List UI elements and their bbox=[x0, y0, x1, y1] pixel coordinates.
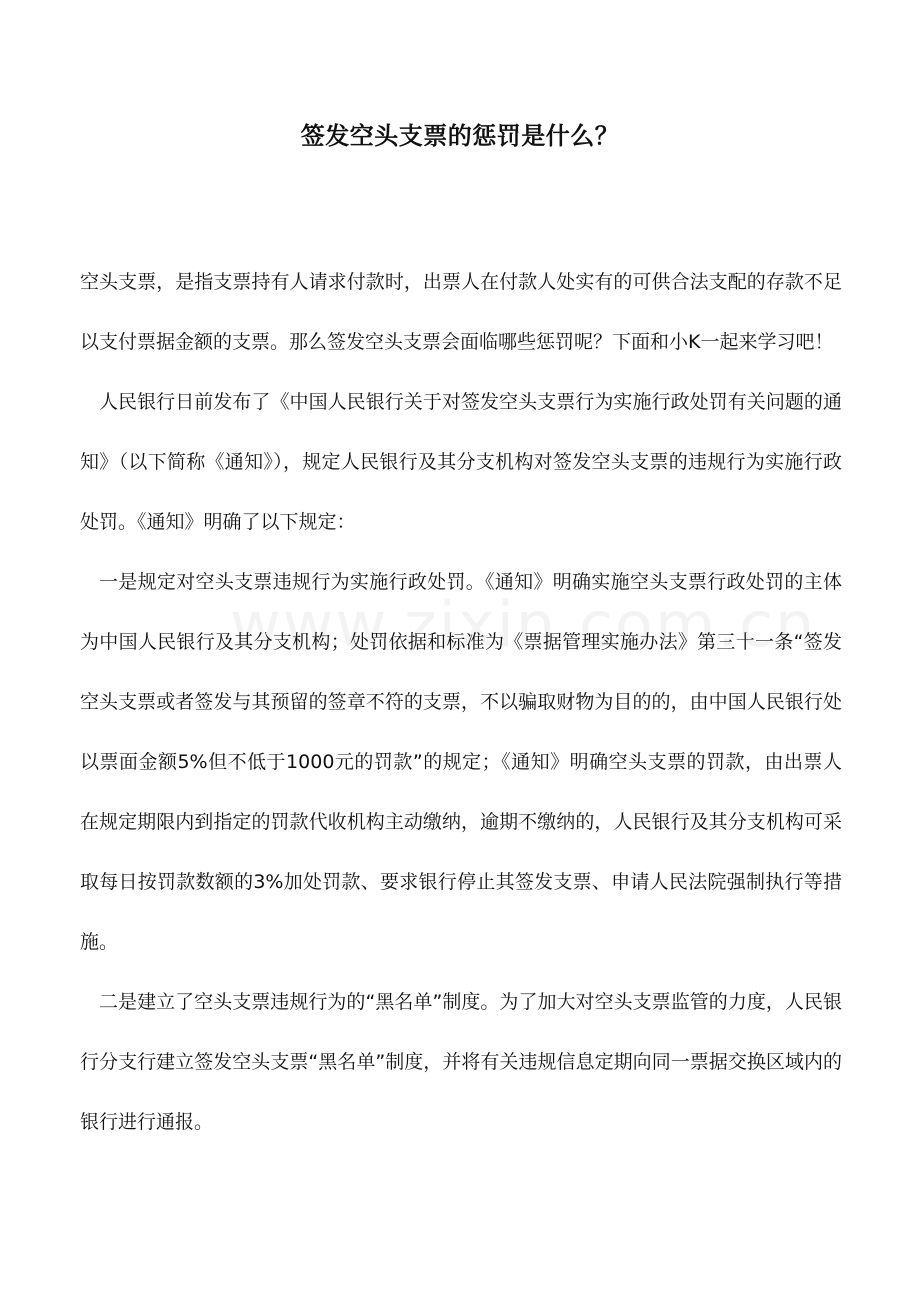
document-title: 签发空头支票的惩罚是什么？ bbox=[300, 122, 620, 150]
paragraph-rule-one: 一是规定对空头支票违规行为实施行政处罚。《通知》明确实施空头支票行政处罚的主体为中国人民银行及其分支机构；处罚依据和标准为《票据管理实施办法》第三十一条“签发空头支票或者签发与其预留的签章不符的支票，不以骗取财物为目的的，由中国人民银行处以票面金额5%但不低于1000元的罚款”的规定；《通知》明确空头支票的罚款，由出票人在规定期限内到指定的罚款代收机构主动缴纳，逾期不缴纳的，人民银行及其分支机构可采取每日按罚款数额的3%加处罚款、要求银行停止其签发支票、申请人民法院强制执行等措施。 bbox=[80, 571, 842, 953]
document-body bbox=[80, 252, 842, 1152]
paragraph-rule-two: 二是建立了空头支票违规行为的“黑名单”制度。为了加大对空头支票监管的力度，人民银行分支行建立签发空头支票“黑名单”制度，并将有关违规信息定期向同一票据交换区域内的银行进行通报。 bbox=[80, 991, 842, 1133]
paragraph-intro: 空头支票，是指支票持有人请求付款时，出票人在付款人处实有的可供合法支配的存款不足以支付票据金额的支票。那么签发空头支票会面临哪些惩罚呢？下面和小K一起来学习吧！ bbox=[80, 271, 842, 353]
paragraph-notice: 人民银行日前发布了《中国人民银行关于对签发空头支票行为实施行政处罚有关问题的通知》（以下简称《通知》），规定人民银行及其分支机构对签发空头支票的违规行为实施行政处罚。《通知》明确了以下规定： bbox=[80, 391, 842, 533]
